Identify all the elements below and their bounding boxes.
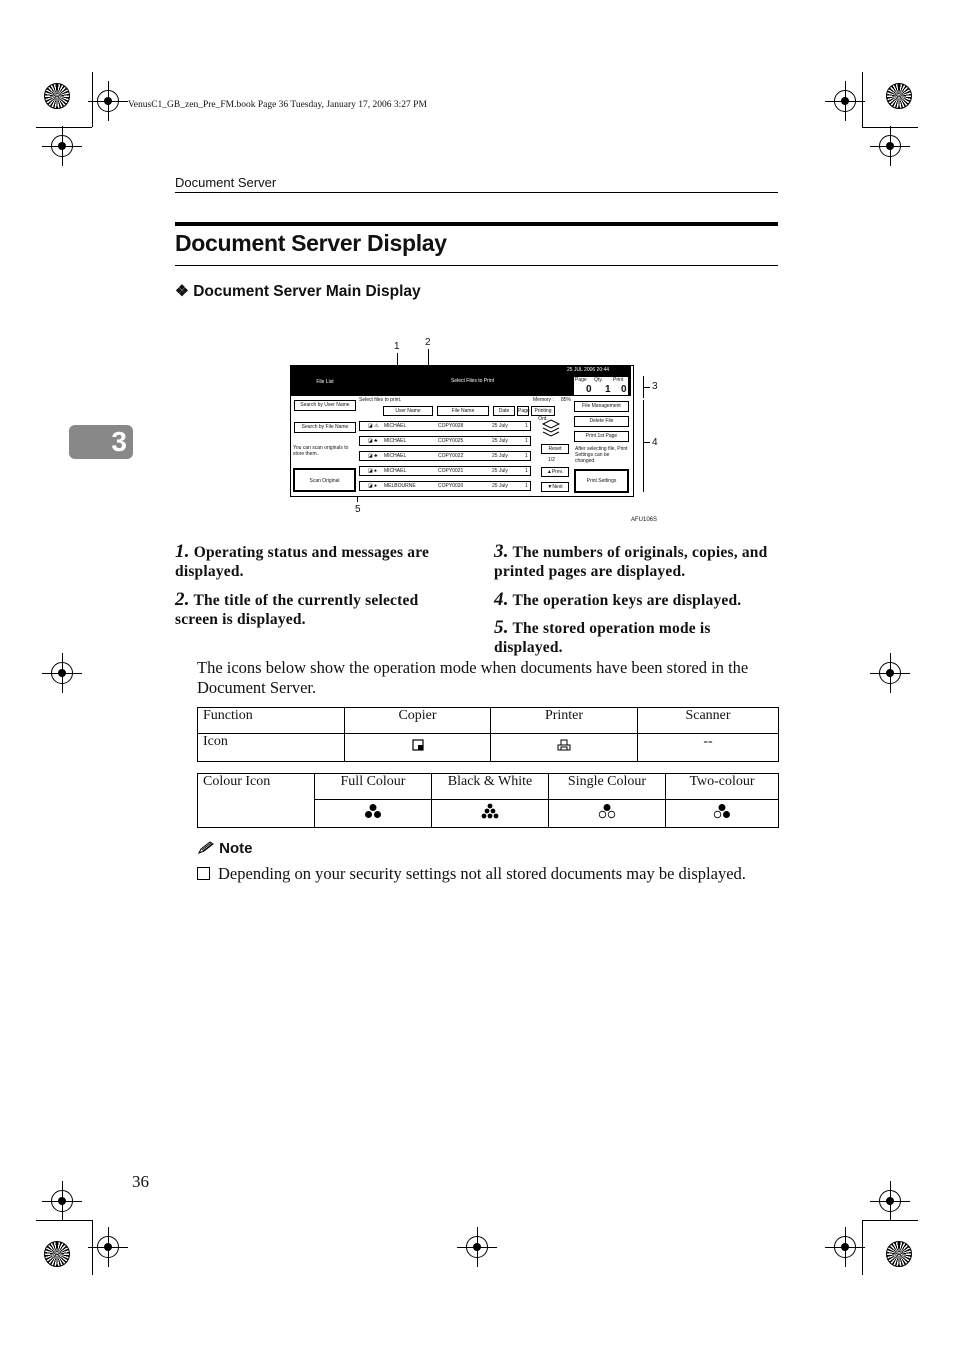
registration-mark [51,135,73,157]
print-settings-button[interactable]: Print Settings [574,469,629,493]
callout-2: 2 [425,337,431,348]
two-colour-icon [666,800,779,828]
registration-mark [97,90,119,112]
chapter-tab: 3 [69,425,133,459]
item-3 [494,542,779,581]
page-number: 36 [132,1172,149,1191]
file-row[interactable] [359,466,531,476]
body-paragraph: The icons below show the operation mode when documents have been stored in the Document Server. [197,658,749,697]
registration-mark [879,662,901,684]
row-date: 25 July [492,453,508,459]
table-header: Function [198,708,345,734]
copier-icon: ◪ ♠ [368,483,377,489]
delete-file-button[interactable]: Delete File [574,416,629,427]
row-user: MICHAEL [384,423,407,429]
registration-rosette [44,1241,70,1267]
registration-rosette [886,1241,912,1267]
checkbox-bullet-icon [197,867,210,880]
book-info-line: VenusC1_GB_zen_Pre_FM.book Page 36 Tuesday, January 17, 2006 3:27 PM [128,100,427,110]
crop-mark [92,72,93,127]
counter-qty-value: 1 [605,384,611,395]
callout-line [643,442,650,443]
table-header: Full Colour [315,774,432,800]
row-user: MICHAEL [384,438,407,444]
file-row[interactable] [359,421,531,431]
print-1st-page-button[interactable]: Print 1st Page [574,431,629,442]
copier-icon: ◪ ♠ [368,468,377,474]
item-text: The title of the currently selected screen is displayed. [175,592,419,628]
file-list-button[interactable]: File List [294,377,356,388]
note-text: Depending on your security settings not all stored documents may be displayed. [218,864,746,883]
row-user: MELBOURNE [384,483,416,489]
colour-icon-table [197,773,779,828]
scanner-mode-value: -- [638,734,779,762]
item-number: 2. [175,589,190,610]
item-number: 4. [494,589,509,610]
row-file: COPY0025 [438,438,464,444]
registration-rosette [44,83,70,109]
single-colour-icon [549,800,666,828]
copier-icon: ◪ ♣ [368,453,378,459]
print-settings-help: After selecting file, Print Settings can be changed. [575,446,628,464]
row-file: COPY0021 [438,468,464,474]
full-colour-icon [315,800,432,828]
crop-mark [36,1220,92,1221]
table-header: Colour Icon [198,774,315,828]
table-header: Single Colour [549,774,666,800]
table-header: Two-colour [666,774,779,800]
row-file: COPY0022 [438,453,464,459]
item-5 [494,618,779,657]
prev-button[interactable]: ▲Prev. [541,467,569,477]
copier-mode-icon [345,734,491,762]
row-date: 25 July [492,483,508,489]
pencil-icon [197,841,215,855]
callout-5: 5 [355,504,361,515]
item-2 [175,590,460,629]
registration-mark [97,1236,119,1258]
callout-1: 1 [394,341,400,352]
running-header: Document Server [175,175,277,190]
counter-page-value: 0 [586,384,592,395]
table-header: Printer [491,708,638,734]
row-page: 1 [525,438,528,444]
callout-4: 4 [652,437,658,448]
note-item [197,864,779,884]
file-row[interactable] [359,481,531,491]
crop-mark [862,72,863,127]
column-page[interactable]: Page [518,408,530,414]
crop-mark [36,127,92,128]
callout-line [643,387,650,388]
file-row[interactable] [359,436,531,446]
column-printing-order[interactable]: Printing Ord. [531,406,555,416]
screen-date: 25 JUL 2006 20:44 [567,367,610,373]
table-header: Copier [345,708,491,734]
file-management-button[interactable]: File Management [574,401,629,412]
counter-print-value: 0 [621,384,627,395]
scan-help-text: You can scan originals to store them. [293,445,349,457]
item-1 [175,542,460,581]
row-page: 1 [525,423,528,429]
note-heading-text: Note [219,840,253,857]
item-number: 1. [175,541,190,562]
search-by-user-name-button[interactable]: Search by User Name [294,400,356,411]
registration-rosette [886,83,912,109]
title-bar [175,222,778,226]
item-text: The stored operation mode is displayed. [494,620,711,656]
screen-title: Select Files to Print [451,378,495,384]
row-page: 1 [525,453,528,459]
figure-code: AFU106S [631,517,658,523]
counter-box [573,376,629,396]
callout-3: 3 [652,381,658,392]
note-heading [197,840,253,857]
row-page: 1 [525,468,528,474]
registration-mark [834,90,856,112]
table-header: Scanner [638,708,779,734]
item-4 [494,590,779,610]
row-date: 25 July [492,438,508,444]
registration-mark [51,662,73,684]
copier-icon: ◪ ⚠ [368,423,379,429]
memory-value: 85% [561,397,572,403]
mode-icon-table [197,707,779,762]
next-button[interactable]: ▼Next [541,482,569,492]
printer-mode-icon [491,734,638,762]
callout-bracket [643,400,644,492]
counter-print-label: Print [613,377,624,383]
file-row[interactable] [359,451,531,461]
diamond-bullet-icon: ❖ [175,283,189,300]
item-text: The operation keys are displayed. [512,592,742,609]
item-text: The numbers of originals, copies, and printed pages are displayed. [494,544,768,580]
counter-qty-label: Qty. [594,377,603,383]
row-date: 25 July [492,423,508,429]
page-title: Document Server Display [175,230,447,256]
memory-label: Memory : [533,397,554,403]
counter-page-label: Page [575,377,587,383]
column-user-name[interactable]: User Name [383,406,433,416]
column-file-name[interactable]: File Name [437,406,489,416]
row-user: MICHAEL [384,453,407,459]
reset-button[interactable]: Reset [541,444,569,454]
row-page: 1 [525,483,528,489]
scan-original-button[interactable]: Scan Original [293,468,356,492]
item-number: 5. [494,617,509,638]
registration-mark [879,1190,901,1212]
title-rule [175,265,778,266]
row-user: MICHAEL [384,468,407,474]
search-by-file-name-button[interactable]: Search by File Name [294,422,356,433]
header-rule [175,192,778,193]
registration-mark [879,135,901,157]
stack-of-paper-icon [541,418,561,440]
row-date: 25 July [492,468,508,474]
select-prompt: Select files to print. [359,397,402,403]
subheading [175,282,421,301]
row-file: COPY0020 [438,483,464,489]
table-header: Black & White [432,774,549,800]
registration-mark [466,1236,488,1258]
black-white-icon [432,800,549,828]
item-number: 3. [494,541,509,562]
page-indicator: 1/2 [548,457,555,463]
table-row-label: Icon [198,734,345,762]
registration-mark [834,1236,856,1258]
item-text: Operating status and messages are displayed. [175,544,430,580]
registration-mark [51,1190,73,1212]
row-file: COPY0028 [438,423,464,429]
column-date[interactable]: Date [493,406,515,416]
copier-icon: ◪ ♣ [368,438,378,444]
subheading-text: Document Server Main Display [193,283,421,300]
document-server-screen [290,365,634,497]
